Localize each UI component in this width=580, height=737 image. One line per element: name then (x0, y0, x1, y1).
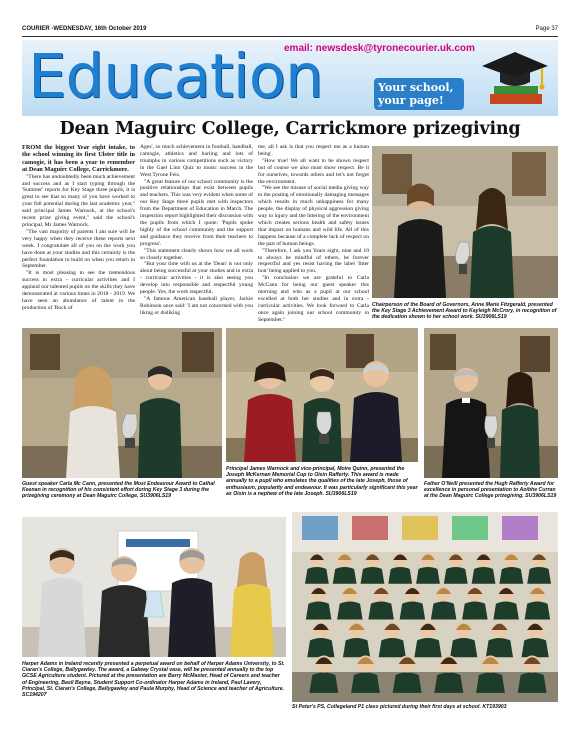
article-paragraph: "In conclusion we are grateful to Carla McCann for being our guest speaker this morning and who as a pupil at our school excelled at both her studies and in extra - curricular activities. We look forward to Carla once again joining our school community in September." (258, 275, 369, 323)
page-number: Page 37 (535, 26, 558, 32)
article-column-1 (22, 144, 135, 312)
photo-harper-adams-award (22, 517, 286, 657)
photo-endeavour-award (22, 328, 222, 478)
article-paragraph: "A great feature of our school community is the positive relationships that exist between pupils and teachers. This was very evident when some of our Key Stage three pupils met with inspectors from the Department of Education in March. The inspection report highlighted their discussion with the pupils from which I quote: 'Pupils spoke highly of the school community and the support and guidance they receive from their teachers to progress'. (140, 178, 253, 247)
page-header (22, 26, 558, 37)
caption-harper-adams-award: Harper Adams in Ireland recently presented a perpetual award on behalf of Harper Adams University, to St. Ciaran's College, Ballygawley. The award, a Galway Crystal vase, will be presented annually to the top GCSE Agriculture student. Pictured at the presentation are Barry McMaster, Head of Careers and teacher of Engineering, Basil Bayne, Student Support Co-ordinator Harper Adams in Ireland, Paul Lavery, Principal, St. Ciaran's College, Ballygawley and Paula Murphy, Head of Science and teacher of Agriculture. SC194207 (22, 661, 285, 699)
article-paragraph: "But your time with us at the 'Dean' is not only about being successful at your studies and in extra - curricular activities - it is also seeing you develop into responsible and respectful young people. Yes, the work respectful. (140, 261, 253, 296)
article-paragraph: "This statement clearly shows how we all work so closely together. (140, 247, 253, 261)
article-headline: Dean Maguirc College, Carrickmore prizegiving (59, 119, 521, 139)
article-paragraph: "It is most pleasing to see the tremendous success in extra - curricular activities and I applaud our talented pupils on the skills they have demonstrated at various times in 2018 - 2019. We have seen an abundance of talent in the production of 'Rock of (22, 270, 135, 311)
photo-memorial-cup (226, 328, 418, 462)
article-paragraph: "The vast majority of parents I am sure will be very happy when they receive these reports next week. I congratulate all of you on the work you have done at your studies and this certainly is the perfect foundation to build on when you return in September. (22, 228, 135, 270)
graduation-cap-icon (480, 46, 550, 106)
caption-achievement-award: Chairperson of the Board of Governors, Anne Marie Fitzgerald, presented the Key Stage 3 Achievement Award to Kayleigh McCrory, in recognition of the dedication shown to her school work. SU3906LS19 (372, 302, 557, 321)
article-paragraph: "Therefore, I ask you Years eight, nine and 10 to always be mindful of others, be forever respectful and yes resist having the label 'litter lout' being applied to you. (258, 247, 369, 275)
article-paragraph: Ages', so much achievement in football, handball, camogie, athletics and hurling and lots of triumphs in various competitions such as victory in the Gael Linn Quiz to music success in the West Tyrone Feis. (140, 144, 253, 178)
article-paragraph: "We see the misuse of social media giving way to the posting of emotionally damaging messages which results in much unhappiness for many people, the display of physical aggression giving way to injury and the littering of the environment which creates serious health and safety issues that impact on humans and wild life. All of this happens because of a complete lack of respect on the part of human beings. (258, 185, 369, 247)
caption-p1-class: St Peter's PS, Collegeland P1 class pictured during their first days at school. KT193903 (292, 704, 507, 710)
caption-memorial-cup: Principal James Warnock and vice-principal, Moire Quinn, presented the Joseph McKernan Memorial Cup to Oisin Rafferty. This award is made annually to a pupil who emulates the qualities of the late Joseph, those of enthusiasm, popularity and endeavour. It was particularly significant this year as Oisin is a nephew of the late Joseph. SU3906LS19 (226, 466, 418, 497)
article-column-2 (140, 144, 253, 317)
article-paragraph: "A famous American baseball player, Jackie Robinson once said: 'I am not concerned with you liking or disliking (140, 295, 253, 316)
photo-achievement-award (372, 146, 558, 298)
article-column-3 (258, 144, 369, 324)
caption-endeavour-award: Guest speaker Carla Mc Cann, presented the Most Endeavour Award to Cathal Keenan in recognition of his consistent effort during Key Stage 3 during the prizegiving ceremony at Dean Maguirc College. SU3906LS19 (22, 481, 215, 500)
section-banner (22, 40, 558, 116)
newsdesk-email[interactable]: email: newsdesk@tyronecourier.uk.com (284, 43, 475, 54)
article-lead: FROM the biggest Year eight intake, to the school winning its first Ulster title in camogie, it has been a year to remember at Dean Maguirc College, Carrickmore. (22, 144, 135, 174)
photo-p1-class (292, 512, 558, 702)
article-paragraph: "How true! We all want to be shown respect but of course we also must show respect. Be it for ourselves, towards others and let's not forget the environment. (258, 157, 369, 185)
article-paragraph: "There has undoubtedly been much achievement and success and as I start typing through the 'Summer' reports for Key Stage three pupils, it is great to see that so many of you have worked to your full potential during the last academic year," said principal James Warnock, at the school's recent prize giving event," said the school's principal, Mr James Warnock. (22, 173, 135, 228)
banner-tagline: Your school, your page! (374, 78, 464, 110)
section-title: Education (28, 41, 323, 112)
publication-date: COURIER -WEDNESDAY, 16th October 2019 (22, 26, 147, 32)
caption-presentation-award: Father O'Neill presented the Hugh Rafferty Award for excellence in personal presentation to Aoibhe Curran at the Dean Maguirc College prizegiving. SU3906LS19 (424, 481, 557, 500)
article-paragraph: me, all I ask is that you respect me as a human being'. (258, 144, 369, 157)
photo-presentation-award (424, 328, 558, 478)
